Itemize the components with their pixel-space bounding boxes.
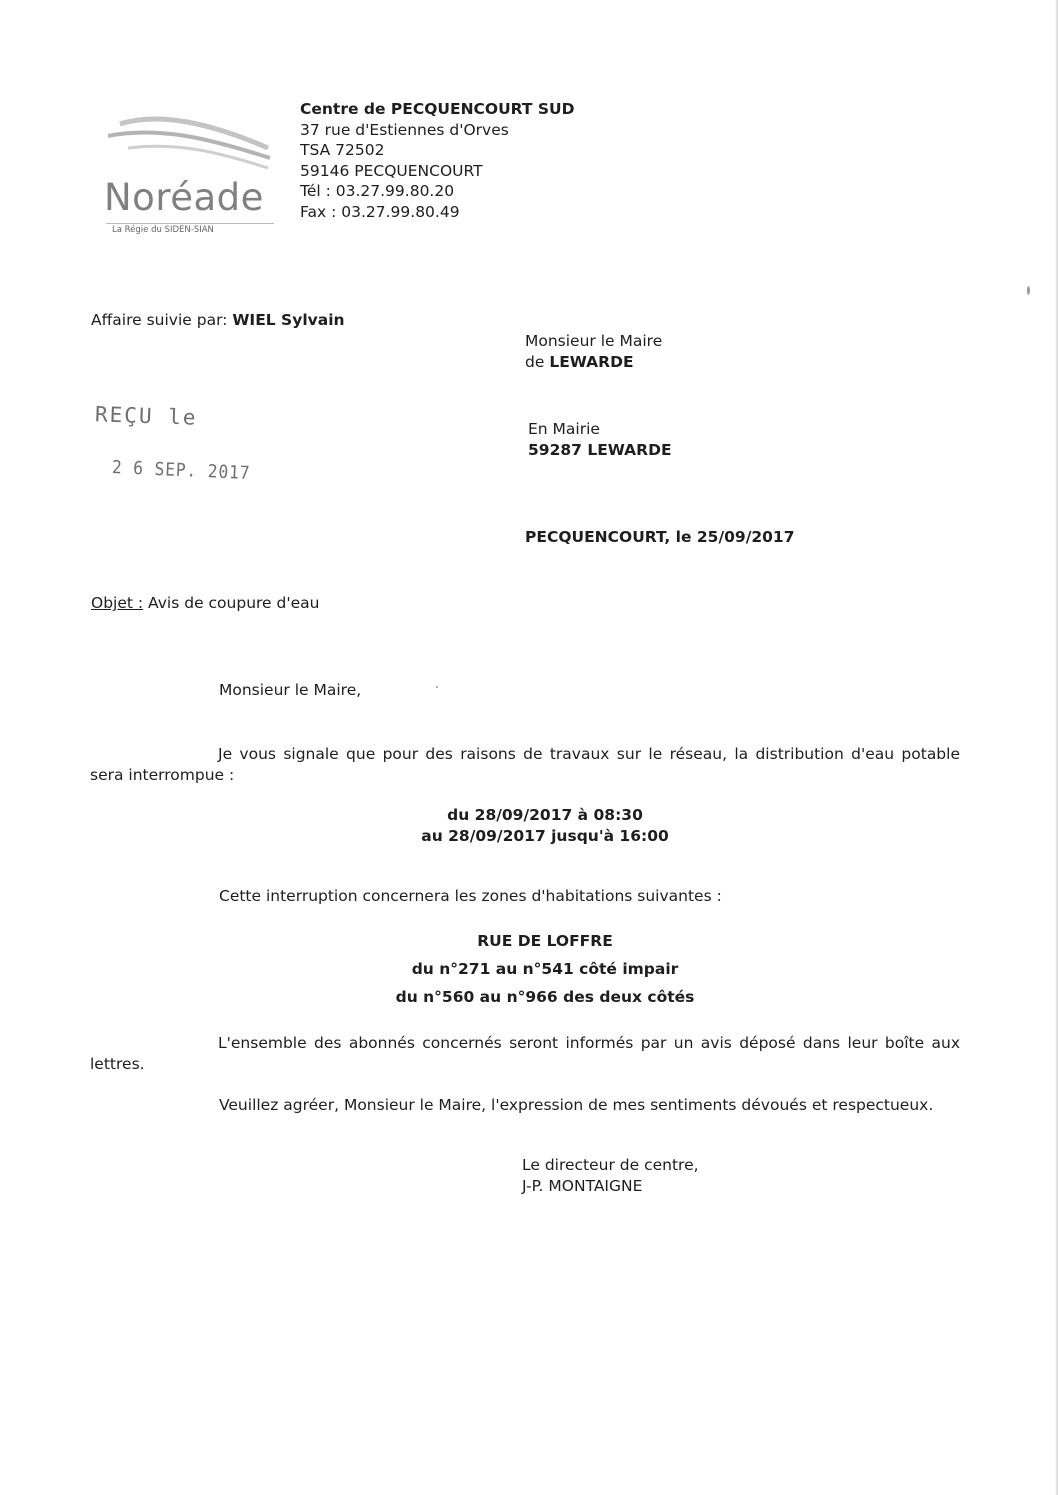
place-date: PECQUENCOURT, le 25/09/2017: [525, 528, 795, 546]
salutation: Monsieur le Maire,: [219, 681, 362, 699]
street-range-1: du n°271 au n°541 côté impair: [411, 960, 679, 978]
info-paragraph: L'ensemble des abonnés concernés seront informés par un avis déposé dans leur boîte aux lettres.: [90, 1034, 960, 1073]
subject: [91, 594, 319, 612]
recipient-line2-prefix: de: [525, 353, 545, 371]
street-name: RUE DE LOFFRE: [477, 932, 613, 950]
closing: Veuillez agréer, Monsieur le Maire, l'expression de mes sentiments dévoués et respectueux.: [219, 1096, 934, 1114]
noreade-logo: [98, 112, 278, 240]
subject-text: Avis de coupure d'eau: [148, 594, 320, 612]
street-range-2: du n°560 au n°966 des deux côtés: [395, 988, 695, 1006]
recipient-line2-name: LEWARDE: [549, 353, 634, 371]
sender-street: 37 rue d'Estiennes d'Orves: [300, 121, 509, 139]
logo-tagline: La Régie du SIDEN-SIAN: [112, 225, 214, 235]
signature-name: J-P. MONTAIGNE: [522, 1177, 643, 1195]
logo-divider: [106, 223, 274, 224]
sender-centre: Centre de PECQUENCOURT SUD: [300, 100, 575, 118]
period-from: du 28/09/2017 à 08:30: [447, 806, 643, 824]
recipient-line3: En Mairie: [528, 420, 600, 438]
wave-icon: [98, 112, 278, 182]
signature-title: Le directeur de centre,: [522, 1156, 699, 1174]
subject-label: Objet :: [91, 594, 144, 612]
recipient-line4: 59287 LEWARDE: [528, 441, 672, 459]
followed-by: [91, 311, 345, 329]
sender-city: 59146 PECQUENCOURT: [300, 162, 483, 180]
followed-by-name: WIEL Sylvain: [232, 311, 345, 329]
sender-fax: Fax : 03.27.99.80.49: [300, 203, 460, 221]
scan-speck: [436, 686, 438, 688]
sender-tel: Tél : 03.27.99.80.20: [300, 182, 455, 200]
received-stamp-label: REÇU le: [94, 402, 198, 430]
scan-speck: [1027, 286, 1030, 295]
logo-brand: Noréade: [104, 176, 264, 219]
period-to: au 28/09/2017 jusqu'à 16:00: [421, 827, 669, 845]
received-stamp-date: 2 6 SEP. 2017: [111, 457, 251, 485]
followed-by-label: Affaire suivie par:: [91, 311, 228, 329]
zones-intro: Cette interruption concernera les zones d'habitations suivantes :: [219, 887, 722, 905]
recipient-line1: Monsieur le Maire: [525, 332, 663, 350]
recipient-line2: [525, 353, 634, 371]
sender-box: TSA 72502: [300, 141, 385, 159]
intro-paragraph: Je vous signale que pour des raisons de travaux sur le réseau, la distribution d'eau potable sera interrompue :: [90, 745, 960, 784]
